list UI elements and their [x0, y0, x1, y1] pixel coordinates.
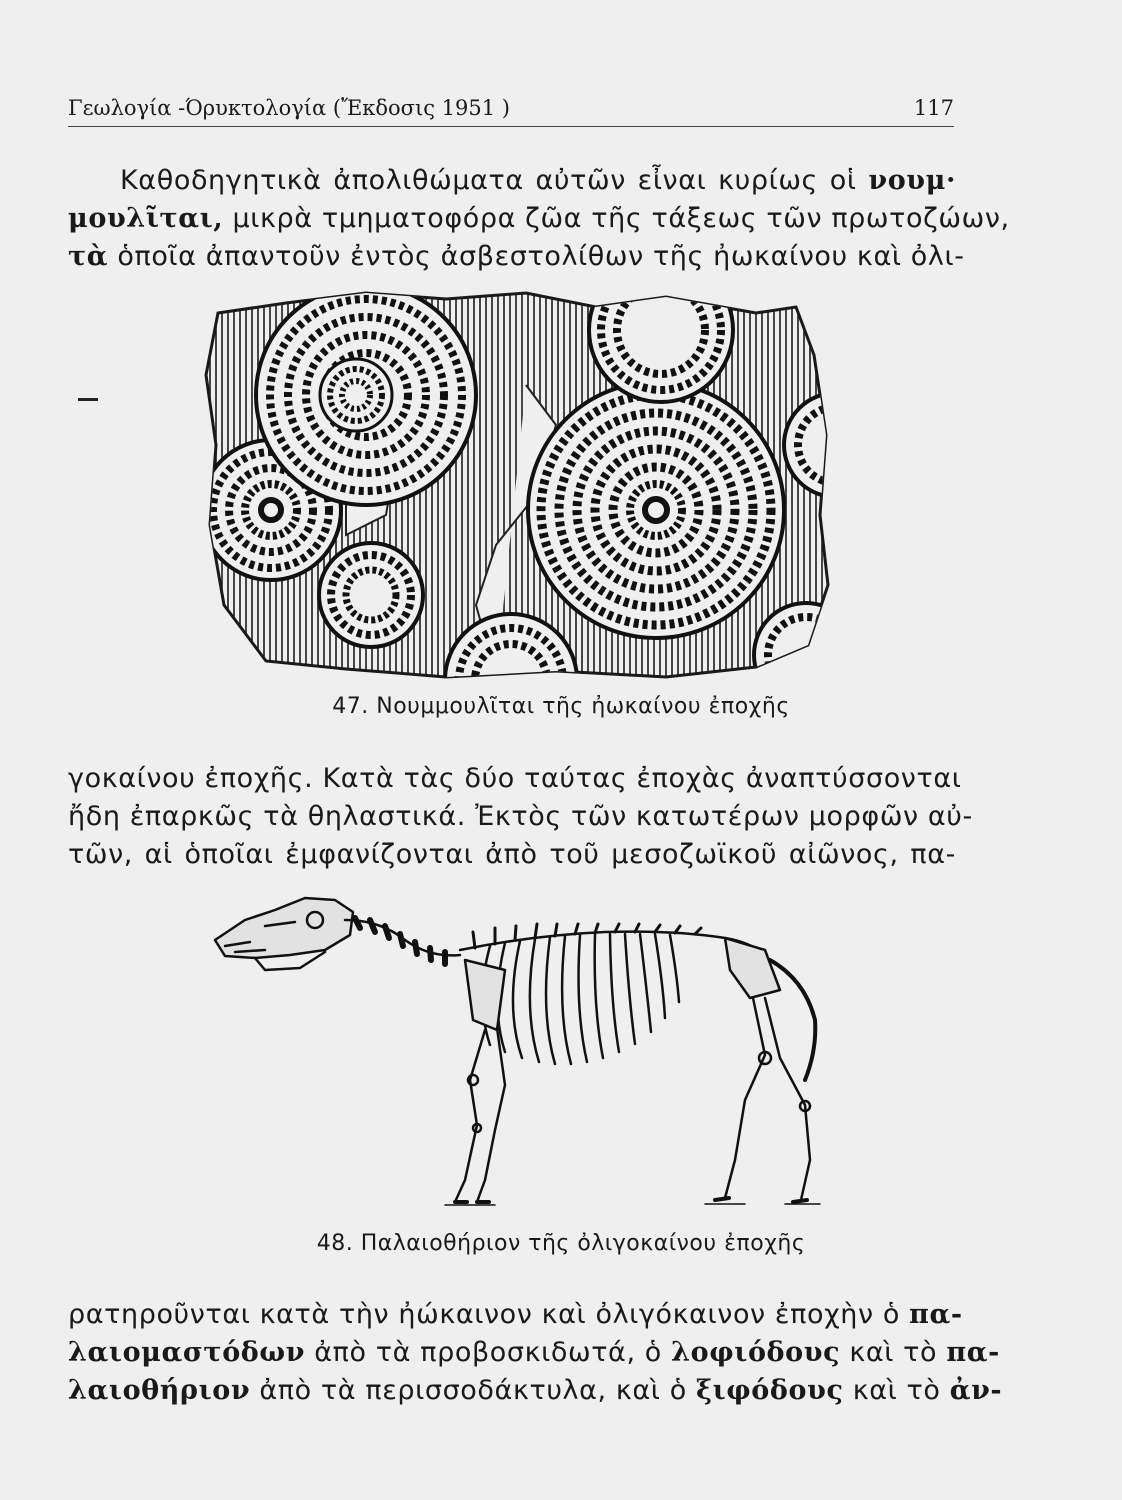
- running-header: [68, 92, 954, 127]
- nummulite-rock-illustration: [196, 285, 836, 685]
- text-line: μουλῖται, μικρὰ τμηματοφόρα ζῶα τῆς τάξεως τῶν πρωτοζώων,: [68, 203, 1010, 234]
- text-line: γοκαίνου ἐποχῆς. Κατὰ τὰς δύο ταύτας ἐποχὰς ἀναπτύσσονται: [68, 763, 962, 794]
- figure-48-caption: 48. Παλαιοθήριον τῆς ὀλιγοκαίνου ἐποχῆς: [316, 1231, 806, 1256]
- margin-mark: [78, 398, 98, 401]
- text-line: ἤδη ἐπαρκῶς τὰ θηλαστικά. Ἐκτὸς τῶν κατωτέρων μορφῶν αὐ-: [68, 801, 973, 832]
- figure-47-caption: 47. Νουμμουλῖται τῆς ἠωκαίνου ἐποχῆς: [332, 694, 790, 719]
- text-line: τὰ ὁποῖα ἀπαντοῦν ἐντὸς ἀσβεστολίθων τῆς ἠωκαίνου καὶ ὀλι-: [68, 241, 965, 272]
- text-line: Καθοδηγητικὰ ἀπολιθώματα αὐτῶν εἶναι κυρίως οἱ νουμ·: [120, 165, 956, 196]
- header-title: Γεωλογία -Όρυκτολογία (Ἔκδοσις 1951 ): [68, 96, 510, 120]
- paragraph-2: [68, 760, 973, 874]
- paragraph-1: [68, 162, 1010, 276]
- palaeotherium-skeleton-illustration: [205, 880, 835, 1210]
- text-line: λαιομαστόδων ἀπὸ τὰ προβοσκιδωτά, ὁ λοφιόδους καὶ τὸ πα-: [68, 1337, 1000, 1368]
- paragraph-3: [68, 1296, 1003, 1410]
- text-line: λαιοθήριον ἀπὸ τὰ περισσοδάκτυλα, καὶ ὁ ξιφόδους καὶ τὸ ἀν-: [68, 1375, 1003, 1406]
- page-number: 117: [913, 96, 954, 120]
- text-line: ρατηροῦνται κατὰ τὴν ἠώκαινον καὶ ὀλιγόκαινον ἐποχὴν ὁ πα-: [68, 1299, 963, 1330]
- text-line: τῶν, αἱ ὁποῖαι ἐμφανίζονται ἀπὸ τοῦ μεσοζωϊκοῦ αἰῶνος, πα-: [68, 839, 956, 870]
